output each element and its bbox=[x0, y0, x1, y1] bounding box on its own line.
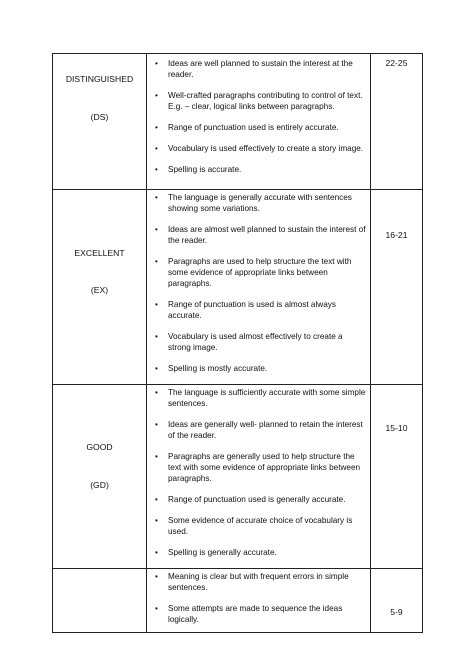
band-code: (GD) bbox=[90, 480, 109, 490]
bullet-icon: • bbox=[155, 332, 158, 341]
band-name: DISTINGUISHED bbox=[65, 74, 134, 84]
bullet-icon: • bbox=[155, 495, 158, 504]
bullet-icon: • bbox=[155, 452, 158, 461]
criteria-list bbox=[147, 190, 370, 374]
criteria-cell bbox=[147, 190, 371, 385]
bullet-icon: • bbox=[155, 144, 158, 153]
bullet-icon: • bbox=[155, 572, 158, 581]
score-cell bbox=[371, 569, 423, 633]
bullet-icon: • bbox=[155, 193, 158, 202]
criteria-item: • Range of punctuation is used is almost always accurate. bbox=[155, 300, 336, 320]
criteria-item: • Spelling is generally accurate. bbox=[155, 548, 277, 557]
criteria-item: • Spelling is accurate. bbox=[155, 165, 242, 174]
criteria-cell bbox=[147, 385, 371, 569]
bullet-icon: • bbox=[155, 388, 158, 397]
criteria-item: • Range of punctuation used is generally accurate. bbox=[155, 495, 346, 504]
rubric-row-excellent bbox=[53, 190, 423, 385]
criteria-item: • Ideas are well planned to sustain the interest at the reader. bbox=[155, 59, 353, 79]
criteria-cell bbox=[147, 569, 371, 633]
criteria-item: • Vocabulary is used effectively to create a story image. bbox=[155, 144, 364, 153]
bullet-icon: • bbox=[155, 91, 158, 100]
criteria-item: • Some attempts are made to sequence the ideas logically. bbox=[155, 604, 343, 624]
score-range: 16-21 bbox=[385, 230, 408, 240]
band-cell bbox=[53, 569, 147, 633]
criteria-item: • The language is generally accurate with sentences showing some variations. bbox=[155, 193, 352, 213]
bullet-icon: • bbox=[155, 420, 158, 429]
band-name: EXCELLENT bbox=[74, 248, 125, 258]
band-name: GOOD bbox=[86, 442, 113, 452]
criteria-list bbox=[147, 569, 370, 625]
bullet-icon: • bbox=[155, 165, 158, 174]
band-cell bbox=[53, 190, 147, 385]
rubric-row-distinguished bbox=[53, 54, 423, 190]
bullet-icon: • bbox=[155, 364, 158, 373]
score-cell bbox=[371, 54, 423, 190]
criteria-item: • Ideas are generally well- planned to retain the interest of the reader. bbox=[155, 420, 363, 440]
criteria-item: • The language is sufficiently accurate with some simple sentences. bbox=[155, 388, 366, 408]
bullet-icon: • bbox=[155, 123, 158, 132]
criteria-item: • Spelling is mostly accurate. bbox=[155, 364, 268, 373]
bullet-icon: • bbox=[155, 59, 158, 68]
score-cell bbox=[371, 385, 423, 569]
band-code: (DS) bbox=[90, 112, 109, 122]
bullet-icon: • bbox=[155, 300, 158, 309]
criteria-item: • Ideas are almost well planned to sustain the interest of the reader. bbox=[155, 225, 366, 245]
band-code: (EX) bbox=[90, 285, 109, 295]
rubric-row-good bbox=[53, 385, 423, 569]
criteria-item: • Paragraphs are used to help structure the text with some evidence of appropriate links between paragraphs. bbox=[155, 257, 352, 288]
band-cell bbox=[53, 385, 147, 569]
criteria-item: • Well-crafted paragraphs contributing to control of text. E.g. – clear, logical links between paragraphs. bbox=[155, 91, 363, 111]
score-range: 15-10 bbox=[385, 423, 408, 433]
criteria-item: • Paragraphs are generally used to help structure the text with some evidence of appropriate links between paragraphs. bbox=[155, 452, 361, 483]
criteria-item: • Some evidence of accurate choice of vocabulary is used. bbox=[155, 516, 353, 536]
score-range: 5-9 bbox=[390, 607, 403, 617]
score-cell bbox=[371, 190, 423, 385]
bullet-icon: • bbox=[155, 548, 158, 557]
criteria-item: • Meaning is clear but with frequent errors in simple sentences. bbox=[155, 572, 349, 592]
criteria-list bbox=[147, 54, 370, 175]
rubric-table bbox=[52, 53, 423, 633]
criteria-cell bbox=[147, 54, 371, 190]
bullet-icon: • bbox=[155, 257, 158, 266]
score-range: 22-25 bbox=[385, 58, 408, 68]
criteria-item: • Range of punctuation used is entirely accurate. bbox=[155, 123, 339, 132]
bullet-icon: • bbox=[155, 604, 158, 613]
band-cell bbox=[53, 54, 147, 190]
criteria-item: • Vocabulary is used almost effectively to create a strong image. bbox=[155, 332, 343, 352]
rubric-row-fair bbox=[53, 569, 423, 633]
bullet-icon: • bbox=[155, 225, 158, 234]
bullet-icon: • bbox=[155, 516, 158, 525]
criteria-list bbox=[147, 385, 370, 558]
